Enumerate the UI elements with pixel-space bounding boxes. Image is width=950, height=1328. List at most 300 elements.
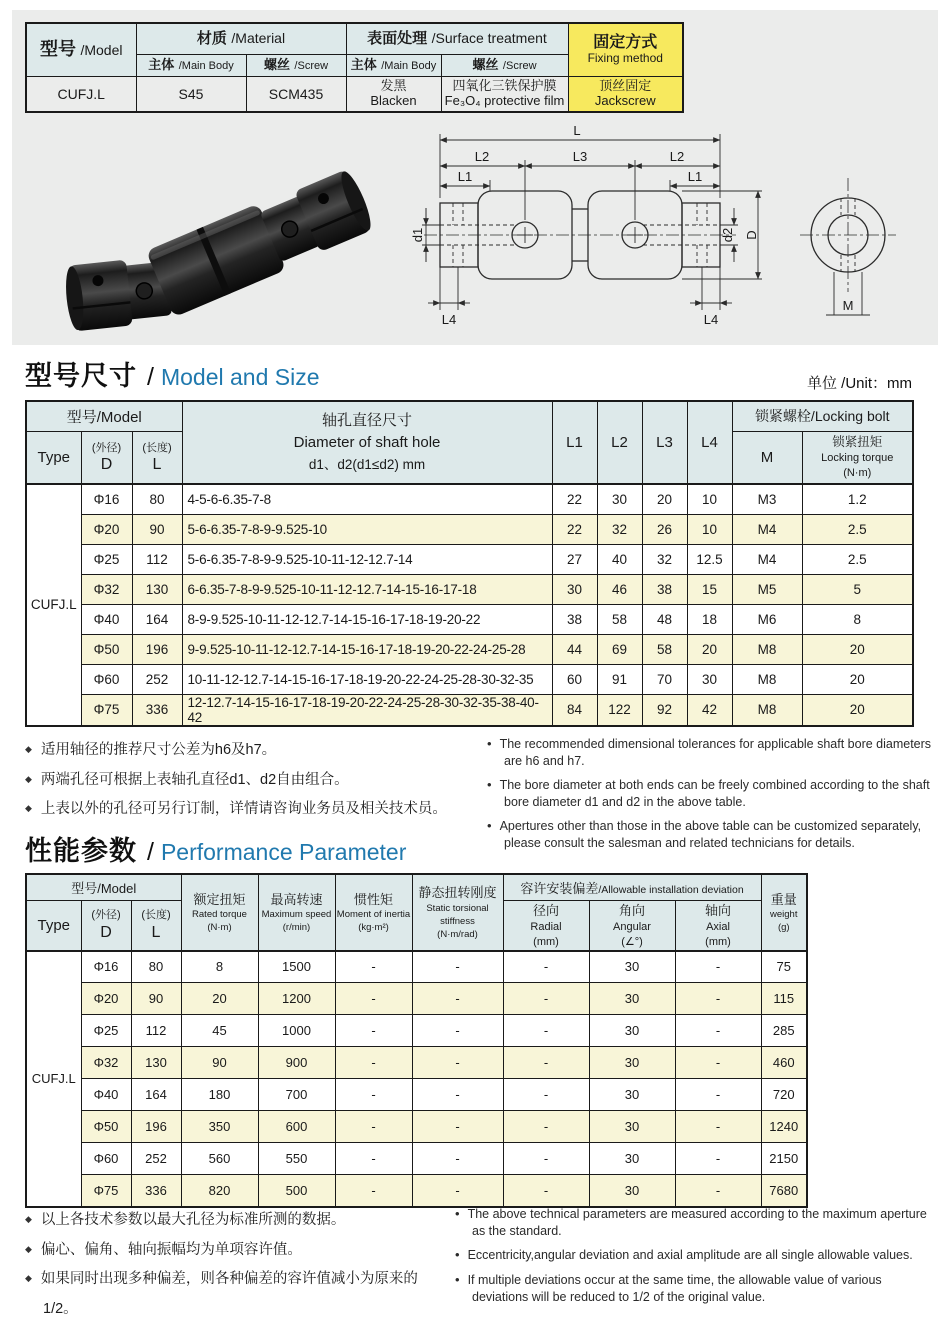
axial-zh: 轴向: [704, 902, 731, 918]
table-row: [26, 544, 913, 574]
table-row: [26, 1111, 807, 1143]
size-section-title: [25, 354, 912, 393]
table-cell: 1.2: [802, 484, 913, 514]
rated-torque-zh: 额定扭矩: [193, 891, 246, 907]
screw-label-zh: 螺丝: [263, 56, 290, 72]
size-header-locking-bolt: 锁紧螺栓/Locking bolt: [732, 401, 913, 431]
table-cell: 40: [597, 544, 642, 574]
table-cell: 350: [181, 1111, 258, 1143]
table-cell: M8: [732, 664, 802, 694]
perf-d-note: (外径): [91, 909, 121, 922]
performance-table: [25, 873, 808, 1208]
table-cell: 285: [761, 1015, 807, 1047]
table-cell: -: [335, 1175, 412, 1207]
shaft-label-zh: 轴孔直径尺寸: [321, 411, 412, 429]
fixing-label-en: Fixing method: [587, 51, 663, 66]
size-header-l4: L4: [687, 401, 732, 484]
dim-label-L1-left: L1: [457, 169, 473, 184]
note-item: • If multiple deviations occur at the same time, the allowable value of various deviations will be reduced to 1/2 of the original value.: [455, 1272, 939, 1305]
material-label-en: /Material: [231, 29, 286, 46]
table-cell: 5-6-6.35-7-8-9-9.525-10-11-12-12.7-14: [182, 544, 552, 574]
shaft-label-en: Diameter of shaft hole: [293, 434, 441, 452]
spec-header-model: [26, 23, 136, 76]
mainbody2-label-zh: 主体: [350, 56, 377, 72]
note-item: ◆ 以上各技术参数以最大孔径为标准所测的数据。: [25, 1206, 450, 1236]
fixing-value-zh: 顶丝固定: [599, 77, 652, 93]
surface-label-en: /Surface treatment: [431, 29, 547, 46]
deviation-en: /Allowable installation deviation: [598, 883, 744, 896]
axial-unit: (mm): [705, 935, 731, 948]
table-row: [26, 1175, 807, 1207]
l-note: (长度): [142, 441, 172, 454]
size-header-shaft-hole: [182, 401, 552, 484]
l-letter: L: [152, 455, 162, 473]
table-cell: 164: [132, 604, 182, 634]
table-cell: 900: [258, 1047, 335, 1079]
table-cell: 90: [131, 983, 181, 1015]
table-cell: Φ40: [81, 604, 132, 634]
note-item: ◆ 如果同时出现多种偏差，则各种偏差的容许值减小为原来的1/2。: [25, 1265, 450, 1324]
size-table: [25, 400, 914, 727]
table-cell: -: [335, 1079, 412, 1111]
table-cell: Φ20: [81, 983, 131, 1015]
table-cell: Φ75: [81, 1175, 131, 1207]
inertia-unit: (kg·m²): [358, 922, 389, 934]
table-cell: 2150: [761, 1143, 807, 1175]
size-header-torque: [802, 431, 913, 484]
stiffness-en: Static torsional stiffness: [426, 902, 489, 927]
inertia-zh: 惯性矩: [353, 891, 393, 907]
deviation-zh: 容许安装偏差: [520, 880, 599, 896]
table-cell: 252: [131, 1143, 181, 1175]
table-cell: 130: [131, 1047, 181, 1079]
table-cell: 27: [552, 544, 597, 574]
table-cell: Φ50: [81, 634, 132, 664]
model-label-en: /Model: [80, 42, 123, 59]
table-cell: -: [412, 983, 503, 1015]
table-cell: -: [503, 1111, 589, 1143]
table-cell: Φ60: [81, 664, 132, 694]
table-cell: 45: [181, 1015, 258, 1047]
note-item: ◆ 上表以外的孔径可另行订制，详情请咨询业务员及相关技术员。: [25, 795, 480, 825]
table-cell: 6-6.35-7-8-9-9.525-10-11-12-12.7-14-15-16-17-18: [182, 574, 552, 604]
table-cell: M6: [732, 604, 802, 634]
spec-header-screw-2: [441, 54, 568, 76]
perf-header-max-speed: [258, 874, 335, 951]
size-header-l3: L3: [642, 401, 687, 484]
table-cell: -: [503, 1047, 589, 1079]
table-cell: Φ16: [81, 951, 131, 983]
mainbody-label-zh: 主体: [148, 56, 175, 72]
fixing-value-en: Jackscrew: [594, 92, 656, 108]
table-cell: 42: [687, 694, 732, 726]
table-cell: 80: [131, 951, 181, 983]
table-cell: 460: [761, 1047, 807, 1079]
perf-header-l: [131, 900, 181, 951]
table-cell: 1200: [258, 983, 335, 1015]
perf-header-type: Type: [26, 900, 81, 951]
radial-en: Radial: [530, 921, 562, 933]
table-row: [26, 634, 913, 664]
table-cell: 1000: [258, 1015, 335, 1047]
table-cell: 2.5: [802, 514, 913, 544]
table-cell: 22: [552, 484, 597, 514]
table-cell: 500: [258, 1175, 335, 1207]
spec-header-mainbody-2: [346, 54, 441, 76]
rated-torque-en: Rated torque: [192, 909, 247, 921]
table-cell: 30: [589, 1175, 675, 1207]
spec-panel: [12, 10, 938, 345]
model-type-cell: CUFJ.L: [26, 484, 81, 726]
dim-label-L1-right: L1: [687, 169, 703, 184]
shaft-label-sub: d1、d2(d1≤d2) mm: [308, 456, 426, 472]
table-cell: 80: [132, 484, 182, 514]
inertia-en: Moment of inertia: [336, 909, 411, 921]
table-cell: 8-9-9.525-10-11-12-12.7-14-15-16-17-18-19-20-22: [182, 604, 552, 634]
table-cell: -: [675, 951, 761, 983]
dim-label-L4-left: L4: [441, 312, 457, 327]
d-letter: D: [100, 455, 113, 473]
note-item: • Eccentricity,angular deviation and axial amplitude are all single allowable values.: [455, 1247, 939, 1264]
spec-header-mainbody-1: [136, 54, 246, 76]
surface-screw-en: Fe₃O₄ protective film: [444, 92, 565, 108]
table-cell: 20: [642, 484, 687, 514]
perf-section-title: [25, 829, 912, 868]
table-cell: 90: [181, 1047, 258, 1079]
table-cell: -: [335, 1015, 412, 1047]
table-cell: -: [675, 1111, 761, 1143]
size-header-l: [132, 431, 182, 484]
perf-header-angular: [589, 900, 675, 951]
table-cell: 600: [258, 1111, 335, 1143]
spec-screw-material-value: SCM435: [246, 76, 346, 112]
dim-label-d2: d2: [720, 227, 735, 243]
table-cell: M4: [732, 514, 802, 544]
end-view: [800, 178, 896, 315]
table-cell: 196: [132, 634, 182, 664]
table-row: [26, 1015, 807, 1047]
table-cell: 69: [597, 634, 642, 664]
table-cell: 8: [802, 604, 913, 634]
table-row: [26, 694, 913, 726]
table-row: [26, 983, 807, 1015]
torque-label-en: Locking torque: [821, 452, 894, 465]
table-cell: Φ16: [81, 484, 132, 514]
perf-header-stiffness: [412, 874, 503, 951]
mainbody-label-en: /Main Body: [178, 59, 234, 72]
note-item: • The bore diameter at both ends can be freely combined according to the shaft bore diameter d1 and d2 in the above table.: [487, 777, 939, 810]
table-cell: 2.5: [802, 544, 913, 574]
table-row: [26, 574, 913, 604]
table-cell: 336: [131, 1175, 181, 1207]
table-cell: 112: [131, 1015, 181, 1047]
table-cell: Φ32: [81, 1047, 131, 1079]
table-cell: Φ32: [81, 574, 132, 604]
table-row: [26, 1079, 807, 1111]
size-header-model: 型号/Model: [26, 401, 182, 431]
table-cell: 164: [131, 1079, 181, 1111]
table-cell: 90: [132, 514, 182, 544]
size-title-zh: 型号尺寸: [25, 361, 137, 391]
spec-surface-body-value: [346, 76, 441, 112]
perf-header-model: 型号/Model: [26, 874, 181, 900]
size-header-l2: L2: [597, 401, 642, 484]
table-cell: 60: [552, 664, 597, 694]
table-row: [26, 1047, 807, 1079]
surface-body-zh: 发黑: [380, 77, 407, 93]
dim-label-M: M: [842, 298, 854, 313]
perf-l-note: (长度): [141, 909, 171, 922]
table-cell: Φ40: [81, 1079, 131, 1111]
table-cell: 12.5: [687, 544, 732, 574]
note-item: • Apertures other than those in the above table can be customized separately, please consult the salesman and related technicians for details.: [487, 818, 939, 851]
table-cell: M8: [732, 634, 802, 664]
table-cell: 12-12.7-14-15-16-17-18-19-20-22-24-25-28-30-32-35-38-40-42: [182, 694, 552, 726]
perf-notes-chinese: [25, 1206, 450, 1325]
table-row: [26, 664, 913, 694]
table-cell: 32: [597, 514, 642, 544]
table-cell: 30: [552, 574, 597, 604]
table-cell: 550: [258, 1143, 335, 1175]
table-cell: 4-5-6-6.35-7-8: [182, 484, 552, 514]
note-item: ◆ 适用轴径的推荐尺寸公差为h6及h7。: [25, 736, 480, 766]
table-cell: 38: [552, 604, 597, 634]
table-cell: 30: [589, 1015, 675, 1047]
table-cell: 58: [642, 634, 687, 664]
table-cell: 9-9.525-10-11-12-12.7-14-15-16-17-18-19-20-22-24-25-28: [182, 634, 552, 664]
table-row: [26, 514, 913, 544]
radial-unit: (mm): [533, 935, 559, 948]
table-cell: 84: [552, 694, 597, 726]
screw-label-en: /Screw: [294, 59, 329, 72]
spec-header-screw-1: [246, 54, 346, 76]
perf-notes-english: [455, 1206, 939, 1313]
table-cell: -: [335, 1047, 412, 1079]
table-cell: 252: [132, 664, 182, 694]
table-row: [26, 1143, 807, 1175]
table-cell: M4: [732, 544, 802, 574]
table-cell: Φ75: [81, 694, 132, 726]
table-cell: 15: [687, 574, 732, 604]
screw2-label-zh: 螺丝: [472, 56, 499, 72]
dim-label-D: D: [744, 230, 759, 240]
table-cell: 700: [258, 1079, 335, 1111]
torque-label-unit: (N·m): [843, 467, 872, 480]
table-cell: Φ50: [81, 1111, 131, 1143]
dim-label-L2-left: L2: [474, 149, 490, 164]
radial-zh: 径向: [532, 902, 559, 918]
unit-label: 单位 /Unit：mm: [806, 375, 912, 392]
table-cell: 58: [597, 604, 642, 634]
size-header-l1: L1: [552, 401, 597, 484]
perf-title-sep: /: [147, 838, 154, 866]
table-cell: -: [412, 951, 503, 983]
dim-label-L: L: [573, 123, 581, 138]
table-cell: 112: [132, 544, 182, 574]
spec-header-surface: [346, 23, 568, 54]
table-cell: 560: [181, 1143, 258, 1175]
table-cell: 30: [589, 951, 675, 983]
spec-model-value: CUFJ.L: [26, 76, 136, 112]
table-cell: 30: [597, 484, 642, 514]
table-cell: 20: [687, 634, 732, 664]
perf-l-letter: L: [151, 923, 161, 941]
table-cell: M3: [732, 484, 802, 514]
rated-torque-unit: (N·m): [207, 922, 232, 934]
table-cell: 22: [552, 514, 597, 544]
table-cell: -: [503, 951, 589, 983]
table-cell: -: [675, 1175, 761, 1207]
table-cell: 1240: [761, 1111, 807, 1143]
size-header-m: M: [732, 431, 802, 484]
max-speed-zh: 最高转速: [270, 891, 323, 907]
table-row: [26, 484, 913, 514]
table-cell: Φ25: [81, 1015, 131, 1047]
table-cell: 115: [761, 983, 807, 1015]
perf-header-deviation: [503, 874, 761, 900]
note-item: ◆ 偏心、偏角、轴向振幅均为单项容许值。: [25, 1236, 450, 1266]
table-cell: -: [412, 1143, 503, 1175]
fixing-label-zh: 固定方式: [593, 33, 658, 51]
table-cell: 70: [642, 664, 687, 694]
size-notes-chinese: [25, 736, 480, 825]
perf-header-axial: [675, 900, 761, 951]
note-item: ◆ 两端孔径可根据上表轴孔直径d1、d2自由组合。: [25, 766, 480, 796]
table-cell: 30: [589, 1111, 675, 1143]
table-cell: 18: [687, 604, 732, 634]
d-note: (外径): [91, 441, 122, 454]
perf-header-d: [81, 900, 131, 951]
table-cell: M8: [732, 694, 802, 726]
table-cell: -: [335, 1111, 412, 1143]
table-cell: -: [675, 1079, 761, 1111]
table-cell: -: [503, 1143, 589, 1175]
max-speed-en: Maximum speed: [261, 909, 332, 921]
angular-zh: 角向: [618, 902, 645, 918]
model-type-cell: CUFJ.L: [26, 951, 81, 1207]
dim-label-L2-right: L2: [669, 149, 685, 164]
table-cell: 5-6-6.35-7-8-9-9.525-10: [182, 514, 552, 544]
spec-header-material: [136, 23, 346, 54]
perf-header-inertia: [335, 874, 412, 951]
table-cell: 8: [181, 951, 258, 983]
table-cell: 32: [642, 544, 687, 574]
perf-header-radial: [503, 900, 589, 951]
table-cell: 20: [802, 634, 913, 664]
perf-d-letter: D: [100, 923, 112, 941]
table-cell: 30: [687, 664, 732, 694]
table-cell: M5: [732, 574, 802, 604]
spec-header-fixing: [568, 23, 683, 76]
dim-label-L3: L3: [572, 149, 588, 164]
table-cell: 92: [642, 694, 687, 726]
table-cell: 20: [802, 694, 913, 726]
table-cell: Φ60: [81, 1143, 131, 1175]
table-cell: 7680: [761, 1175, 807, 1207]
spec-surface-screw-value: [441, 76, 568, 112]
table-cell: 336: [132, 694, 182, 726]
table-cell: 30: [589, 1047, 675, 1079]
size-header-type: Type: [26, 431, 81, 484]
table-cell: -: [503, 1015, 589, 1047]
table-cell: -: [335, 1143, 412, 1175]
surface-body-en: Blacken: [370, 92, 417, 108]
spec-table: [25, 22, 684, 113]
table-cell: -: [503, 1175, 589, 1207]
axial-en: Axial: [706, 921, 730, 933]
table-cell: 720: [761, 1079, 807, 1111]
spec-fixing-value: [568, 76, 683, 112]
table-cell: -: [412, 1175, 503, 1207]
table-cell: -: [412, 1111, 503, 1143]
table-cell: -: [503, 1079, 589, 1111]
table-cell: 46: [597, 574, 642, 604]
table-cell: 30: [589, 1143, 675, 1175]
table-cell: 20: [181, 983, 258, 1015]
table-cell: Φ20: [81, 514, 132, 544]
perf-header-rated-torque: [181, 874, 258, 951]
table-cell: 1500: [258, 951, 335, 983]
table-cell: -: [335, 951, 412, 983]
material-label-zh: 材质: [196, 29, 227, 47]
table-cell: 48: [642, 604, 687, 634]
table-cell: -: [412, 1015, 503, 1047]
front-view: [410, 123, 762, 327]
table-cell: 20: [802, 664, 913, 694]
screw2-label-en: /Screw: [502, 59, 537, 72]
weight-en: weight: [770, 909, 798, 921]
max-speed-unit: (r/min): [282, 922, 311, 934]
weight-zh: 重量: [770, 891, 797, 907]
table-cell: 75: [761, 951, 807, 983]
size-title-en: Model and Size: [160, 364, 320, 390]
size-header-d: [81, 431, 132, 484]
stiffness-zh: 静态扭转刚度: [418, 885, 497, 901]
table-cell: 10-11-12-12.7-14-15-16-17-18-19-20-22-24-25-28-30-32-35: [182, 664, 552, 694]
note-item: • The recommended dimensional tolerances for applicable shaft bore diameters are h6 and h7.: [487, 736, 939, 769]
table-cell: 91: [597, 664, 642, 694]
table-row: [26, 951, 807, 983]
table-cell: -: [675, 1143, 761, 1175]
model-label-zh: 型号: [40, 39, 76, 60]
table-cell: 10: [687, 514, 732, 544]
table-cell: 26: [642, 514, 687, 544]
table-cell: 10: [687, 484, 732, 514]
stiffness-unit: (N·m/rad): [437, 928, 478, 940]
table-cell: -: [675, 983, 761, 1015]
table-cell: -: [503, 983, 589, 1015]
table-cell: -: [335, 983, 412, 1015]
dim-label-d1: d1: [410, 227, 425, 243]
table-cell: Φ25: [81, 544, 132, 574]
dim-label-L4-right: L4: [703, 312, 719, 327]
table-cell: 130: [132, 574, 182, 604]
table-cell: 122: [597, 694, 642, 726]
table-cell: 38: [642, 574, 687, 604]
weight-unit: (g): [777, 922, 790, 934]
perf-header-weight: [761, 874, 807, 951]
torque-label-zh: 锁紧扭矩: [832, 435, 883, 450]
table-cell: 44: [552, 634, 597, 664]
table-cell: 196: [131, 1111, 181, 1143]
angular-unit: (∠°): [621, 935, 643, 948]
table-cell: 30: [589, 1079, 675, 1111]
spec-body-material-value: S45: [136, 76, 246, 112]
table-cell: 180: [181, 1079, 258, 1111]
table-cell: -: [412, 1047, 503, 1079]
perf-title-en: Performance Parameter: [160, 839, 407, 865]
table-cell: -: [675, 1015, 761, 1047]
